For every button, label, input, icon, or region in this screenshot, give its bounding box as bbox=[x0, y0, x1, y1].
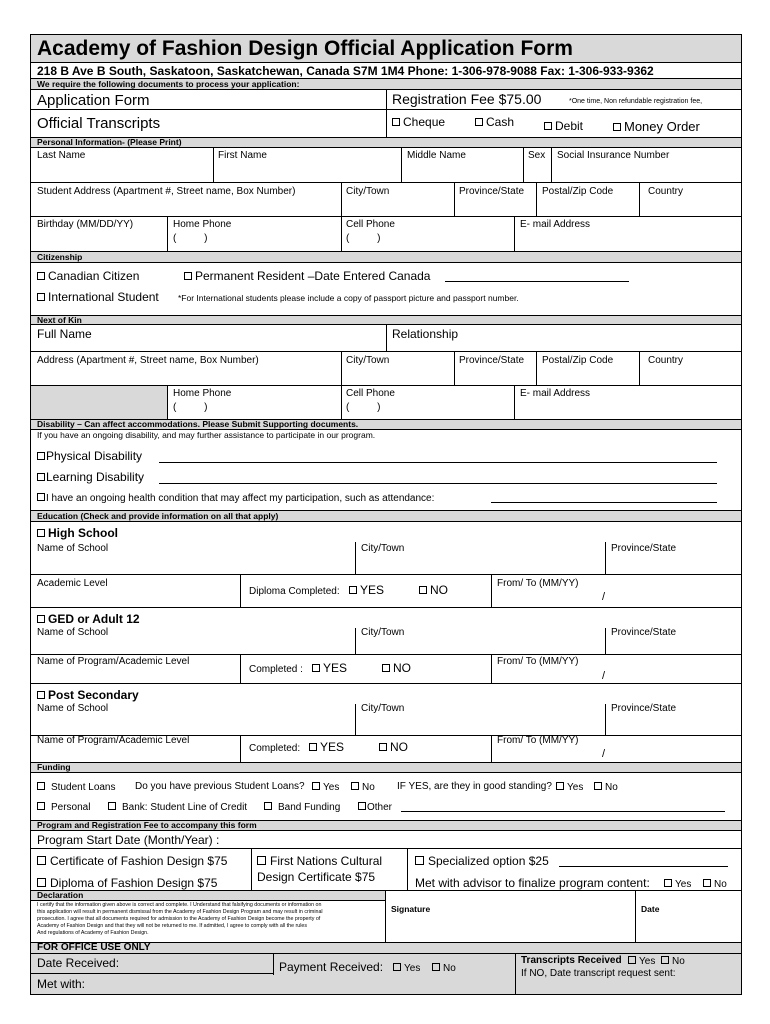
hs-yes-option[interactable]: YES bbox=[349, 584, 384, 596]
title-bar bbox=[31, 35, 741, 63]
advisor-label: Met with advisor to finalize program content: bbox=[415, 876, 650, 890]
province-field[interactable]: Province/State bbox=[459, 186, 525, 197]
good-standing-question: IF YES, are they in good standing? bbox=[397, 781, 552, 792]
cell-phone-field[interactable]: Cell Phone bbox=[346, 219, 395, 230]
ps-program-field[interactable]: Name of Program/Academic Level bbox=[37, 735, 190, 746]
hs-no-option[interactable]: NO bbox=[419, 584, 448, 596]
disability-section bbox=[31, 430, 741, 511]
date-field[interactable]: Date bbox=[641, 904, 660, 914]
registration-fee: Registration Fee $75.00 bbox=[392, 91, 542, 107]
program-start-row bbox=[31, 831, 741, 849]
required-docs-bar bbox=[31, 78, 741, 90]
kin-address-row bbox=[31, 352, 741, 386]
ged-yes-option[interactable]: YES bbox=[312, 662, 347, 674]
disability-intro: If you have an ongoing disability, and may further assistance to participate in our program. bbox=[37, 430, 376, 440]
other-funding-option[interactable]: Other bbox=[358, 802, 392, 813]
doc-application-form: Application Form bbox=[37, 92, 150, 109]
personal-funding-option[interactable]: Personal bbox=[37, 802, 90, 813]
kin-header: Next of Kin bbox=[31, 316, 741, 325]
citizenship-section bbox=[31, 263, 741, 316]
school-address: 218 B Ave B South, Saskatoon, Saskatchewan, Canada S7M 1M4 Phone: 1-306-978-9088 Fax: 1-306-933-9362 bbox=[37, 64, 654, 78]
date-received-field[interactable]: Date Received: bbox=[37, 956, 120, 970]
ged-level-row: Name of Program/Academic Level Completed : YES NO From/ To (MM/YY) / bbox=[31, 655, 741, 684]
program-start-date-field[interactable]: Program Start Date (Month/Year) : bbox=[37, 833, 220, 847]
ps-province-field[interactable]: Province/State bbox=[611, 703, 677, 714]
transcript-request-date[interactable]: If NO, Date transcript request sent: bbox=[521, 968, 676, 979]
funding-section bbox=[31, 773, 741, 821]
postal-field[interactable]: Postal/Zip Code bbox=[542, 186, 614, 197]
previous-loans-question: Do you have previous Student Loans? bbox=[135, 781, 305, 792]
signature-field[interactable]: Signature bbox=[391, 904, 431, 914]
cheque-option[interactable]: Cheque bbox=[392, 116, 445, 128]
kin-cell-phone-field[interactable]: Cell Phone bbox=[346, 388, 395, 399]
hs-diploma-completed-label: Diploma Completed: bbox=[249, 586, 340, 597]
advisor-yes-option[interactable]: Yes bbox=[664, 879, 691, 890]
payment-no-option[interactable]: No bbox=[432, 963, 456, 974]
hs-academic-level-field[interactable]: Academic Level bbox=[37, 578, 108, 589]
hs-province-field[interactable]: Province/State bbox=[611, 543, 677, 554]
physical-disability-option[interactable]: Physical Disability bbox=[37, 450, 142, 462]
diploma-option[interactable]: Diploma of Fashion Design $75 bbox=[37, 877, 217, 889]
kin-country-field[interactable]: Country bbox=[648, 355, 684, 366]
learning-disability-option[interactable]: Learning Disability bbox=[37, 471, 144, 483]
country-field[interactable]: Country bbox=[648, 186, 684, 197]
birthday-field[interactable]: Birthday (MM/DD/YY) bbox=[37, 219, 134, 230]
certificate-option[interactable]: Certificate of Fashion Design $75 bbox=[37, 855, 227, 867]
international-student-option[interactable]: International Student bbox=[37, 291, 159, 303]
first-name-field[interactable]: First Name bbox=[218, 150, 267, 161]
education-header: Education (Check and provide information on all that apply) bbox=[31, 511, 741, 522]
program-options-row: Certificate of Fashion Design $75 Diploma of Fashion Design $75 First Nations Cultural Design Certificate $75 Specialized option $25 Met with advisor to finalize program content: Yes No bbox=[31, 849, 741, 891]
high-school-heading bbox=[31, 522, 741, 542]
hs-from-to-field[interactable]: From/ To (MM/YY) bbox=[497, 578, 579, 589]
office-section bbox=[31, 943, 741, 994]
specialized-option[interactable]: Specialized option $25 bbox=[415, 855, 549, 867]
transcripts-yes-option[interactable]: Yes bbox=[628, 956, 655, 967]
standing-no-option[interactable]: No bbox=[594, 782, 618, 793]
ps-from-to-field[interactable]: From/ To (MM/YY) bbox=[497, 735, 579, 746]
middle-name-field[interactable]: Middle Name bbox=[407, 150, 466, 161]
health-condition-option[interactable]: I have an ongoing health condition that may affect my participation, such as attendance: bbox=[37, 493, 434, 504]
hs-city-field[interactable]: City/Town bbox=[361, 543, 405, 554]
ged-province-field[interactable]: Province/State bbox=[611, 627, 677, 638]
home-phone-field[interactable]: Home Phone bbox=[173, 219, 232, 230]
international-note: *For International students please include a copy of passport picture and passport number. bbox=[178, 293, 519, 303]
form-title: Academy of Fashion Design Official Application Form bbox=[37, 37, 573, 60]
funding-header: Funding bbox=[31, 763, 741, 773]
loans-no-option[interactable]: No bbox=[351, 782, 375, 793]
email-field[interactable]: E- mail Address bbox=[520, 219, 591, 230]
ged-no-option[interactable]: NO bbox=[382, 662, 411, 674]
doc-row-2 bbox=[31, 110, 741, 138]
required-docs-label: We require the following documents to process your application: bbox=[37, 79, 300, 89]
advisor-no-option[interactable]: No bbox=[703, 879, 727, 890]
payment-received-label: Payment Received: bbox=[279, 960, 384, 974]
address-row bbox=[31, 63, 741, 78]
kin-city-field[interactable]: City/Town bbox=[346, 355, 390, 366]
city-field[interactable]: City/Town bbox=[346, 186, 390, 197]
debit-option[interactable]: Debit bbox=[544, 120, 583, 132]
post-secondary-option[interactable]: Post Secondary bbox=[37, 689, 139, 701]
kin-email-field[interactable]: E- mail Address bbox=[520, 388, 591, 399]
canadian-citizen-option[interactable]: Canadian Citizen bbox=[37, 270, 139, 282]
permanent-resident-option[interactable]: Permanent Resident –Date Entered Canada bbox=[184, 270, 430, 282]
standing-yes-option[interactable]: Yes bbox=[556, 782, 583, 793]
student-loans-option[interactable]: Student Loans bbox=[37, 782, 116, 793]
hs-level-row: Academic Level Diploma Completed: YES NO From/ To (MM/YY) / bbox=[31, 575, 741, 608]
kin-full-name-field[interactable]: Full Name bbox=[37, 327, 92, 341]
transcripts-no-option[interactable]: No bbox=[661, 956, 685, 967]
bank-loc-option[interactable]: Bank: Student Line of Credit bbox=[108, 802, 247, 813]
ged-heading bbox=[31, 608, 741, 628]
declaration-section: Declaration I certify that the information given above is correct and complete. I Understand that falsifying documents or information on this application will result in permanent dismissal from the Academy of Fashion Design Program and may result in criminal prosecution. I agree that all documents required for admission to the Academy of Fashion Design become the property of Academy of Fashion Design and that they will not be returned to me. If admitted, I agree to comply with all the rules And regulations of Academy of Fashion Design. Signature Date bbox=[31, 891, 741, 943]
ged-from-to-field[interactable]: From/ To (MM/YY) bbox=[497, 656, 579, 667]
band-funding-option[interactable]: Band Funding bbox=[264, 802, 340, 813]
ged-option[interactable]: GED or Adult 12 bbox=[37, 613, 140, 625]
student-address-row bbox=[31, 183, 741, 217]
application-form bbox=[30, 34, 742, 995]
payment-yes-option[interactable]: Yes bbox=[393, 963, 420, 974]
ps-no-option[interactable]: NO bbox=[379, 741, 408, 753]
high-school-option[interactable]: High School bbox=[37, 527, 118, 539]
kin-name-row bbox=[31, 325, 741, 352]
kin-postal-field[interactable]: Postal/Zip Code bbox=[542, 355, 614, 366]
ps-school-name-field[interactable]: Name of School bbox=[37, 703, 109, 714]
kin-relationship-field[interactable]: Relationship bbox=[392, 327, 459, 341]
met-with-field[interactable]: Met with: bbox=[37, 977, 86, 991]
sex-field[interactable]: Sex bbox=[528, 150, 546, 161]
ged-program-field[interactable]: Name of Program/Academic Level bbox=[37, 656, 190, 667]
date-entered-line[interactable] bbox=[445, 281, 629, 282]
transcripts-received-label: Transcripts Received bbox=[521, 955, 622, 966]
hs-school-row bbox=[31, 542, 741, 575]
student-address-field[interactable]: Student Address (Apartment #, Street name, Box Number) bbox=[37, 186, 296, 197]
post-secondary-heading bbox=[31, 684, 741, 704]
doc-row-1 bbox=[31, 90, 741, 110]
birthday-row: Birthday (MM/DD/YY) Home Phone ( ) Cell Phone ( ) E- mail Address bbox=[31, 217, 741, 252]
ps-yes-option[interactable]: YES bbox=[309, 741, 344, 753]
ged-school-row bbox=[31, 628, 741, 655]
sin-field[interactable]: Social Insurance Number bbox=[557, 150, 670, 161]
kin-phone-row: Home Phone ( ) Cell Phone ( ) E- mail Address bbox=[31, 386, 741, 420]
ps-school-row bbox=[31, 704, 741, 736]
ps-level-row: Name of Program/Academic Level Completed: YES NO From/ To (MM/YY) / bbox=[31, 736, 741, 763]
personal-header: Personal Information- (Please Print) bbox=[31, 138, 741, 148]
disability-header: Disability – Can affect accommodations. Please Submit Supporting documents. bbox=[31, 420, 741, 430]
loans-yes-option[interactable]: Yes bbox=[312, 782, 339, 793]
kin-province-field[interactable]: Province/State bbox=[459, 355, 525, 366]
name-row bbox=[31, 148, 741, 183]
hs-school-name-field[interactable]: Name of School bbox=[37, 543, 109, 554]
first-nations-option[interactable]: First Nations Cultural bbox=[257, 855, 382, 867]
registration-fee-note: *One time, Non refundable registration fee, bbox=[569, 98, 703, 105]
ps-city-field[interactable]: City/Town bbox=[361, 703, 405, 714]
last-name-field[interactable]: Last Name bbox=[37, 150, 86, 161]
ged-school-name-field[interactable]: Name of School bbox=[37, 627, 109, 638]
declaration-header: Declaration bbox=[37, 890, 84, 900]
citizenship-header: Citizenship bbox=[31, 252, 741, 263]
kin-home-phone-field[interactable]: Home Phone bbox=[173, 388, 232, 399]
ged-city-field[interactable]: City/Town bbox=[361, 627, 405, 638]
office-header: FOR OFFICE USE ONLY bbox=[37, 942, 151, 953]
doc-official-transcripts: Official Transcripts bbox=[37, 115, 161, 132]
money-order-option[interactable]: Money Order bbox=[613, 120, 700, 133]
program-header: Program and Registration Fee to accompany this form bbox=[31, 821, 741, 831]
kin-address-field[interactable]: Address (Apartment #, Street name, Box Number) bbox=[37, 355, 259, 366]
cash-option[interactable]: Cash bbox=[475, 116, 514, 128]
